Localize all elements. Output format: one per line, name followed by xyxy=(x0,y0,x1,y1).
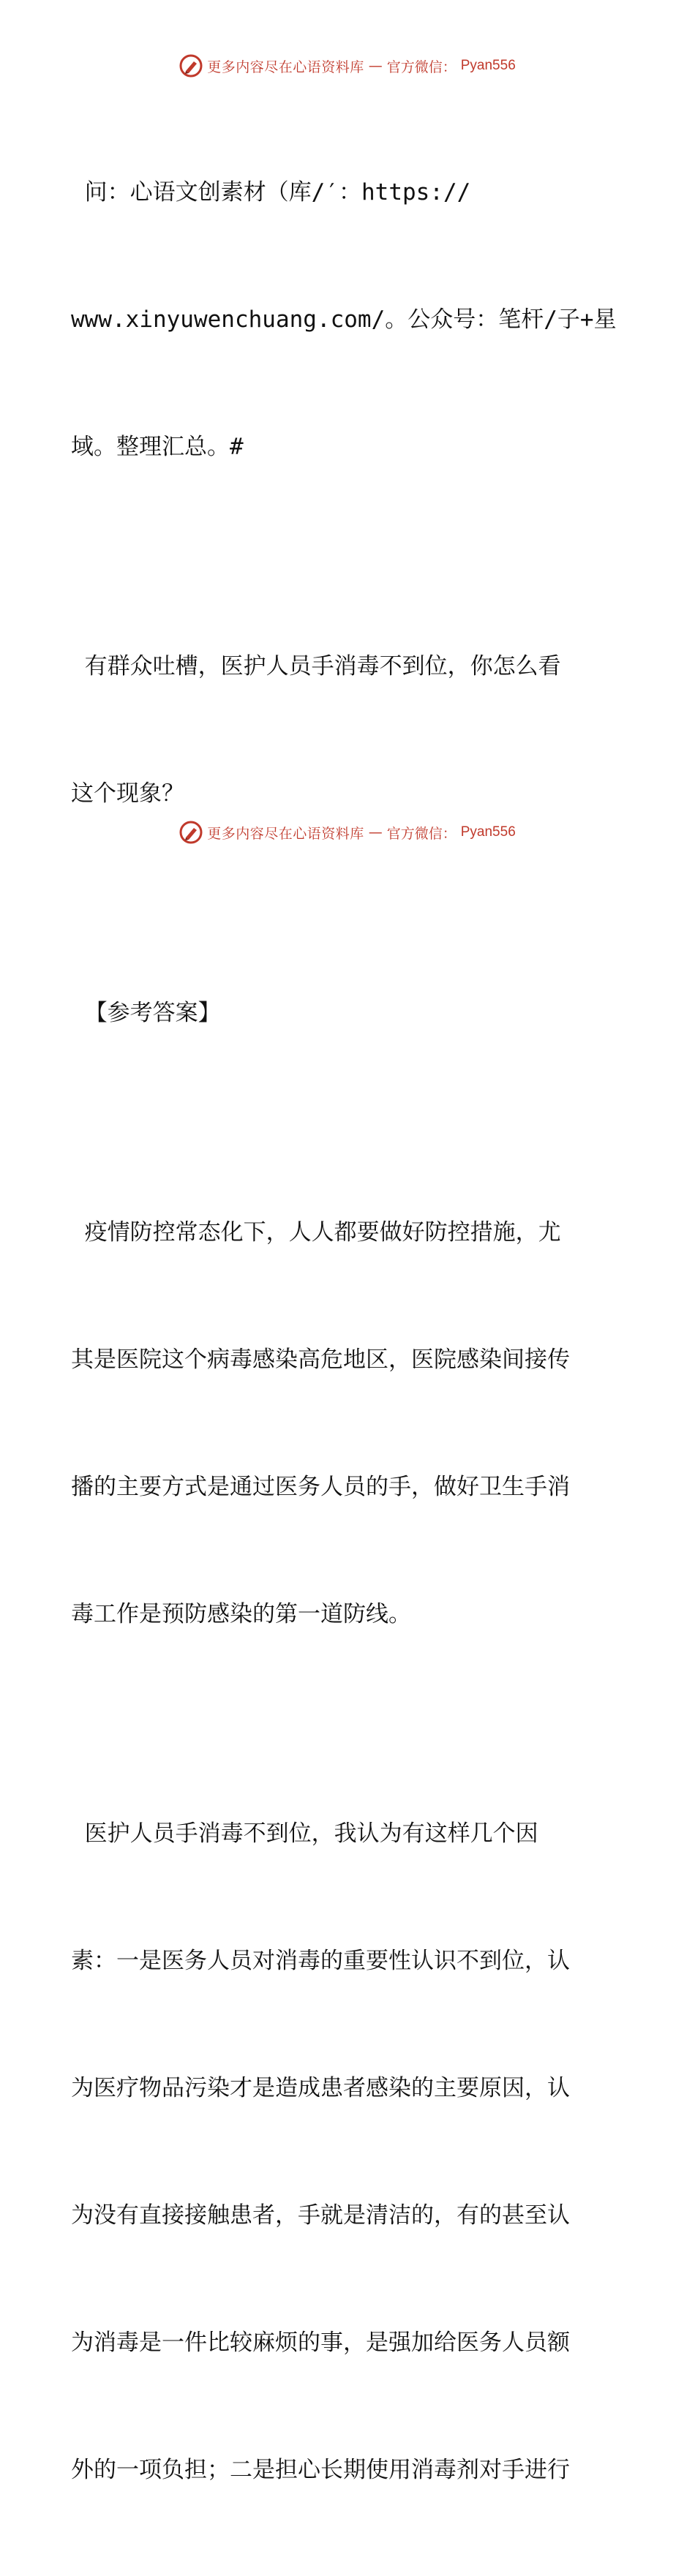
text-line: 素：一是医务人员对消毒的重要性认识不到位，认 xyxy=(71,1948,570,1974)
page-header xyxy=(0,51,695,80)
header-brand-text: 更多内容尽在心语资料库 xyxy=(207,59,364,75)
text-line: 为医疗物品污染才是造成患者感染的主要原因，认 xyxy=(71,2075,570,2101)
text-line: 其是医院这个病毒感染高危地区，医院感染间接传 xyxy=(71,1347,570,1373)
text-line: 外的一项负担；二是担心长期使用消毒剂对手进行 xyxy=(71,2457,570,2483)
text-line: 播的主要方式是通过医务人员的手，做好卫生手消 xyxy=(71,1474,570,1500)
pen-logo-icon xyxy=(179,54,203,78)
answer-heading xyxy=(71,907,627,1119)
answer-paragraph-2 xyxy=(71,1728,627,2576)
header-wechat-id: Pyan556 xyxy=(460,58,516,73)
pen-logo-icon xyxy=(179,821,203,844)
text-line: 域。整理汇总。# xyxy=(71,434,244,460)
text-line: 医护人员手消毒不到位，我认为有这样几个因 xyxy=(71,1820,538,1847)
text-line: 疫情防控常态化下，人人都要做好防控措施，尤 xyxy=(71,1219,561,1246)
question-source-paragraph xyxy=(71,86,627,553)
header-brand xyxy=(179,54,516,78)
text-line: 为没有直接接触患者，手就是清洁的，有的甚至认 xyxy=(71,2202,570,2229)
answer-paragraph-1 xyxy=(71,1126,627,1720)
text-line: 问：心语文创素材（库/′：https:// xyxy=(71,179,471,206)
page-footer xyxy=(0,818,695,847)
footer-wechat-label: 官方微信： xyxy=(386,825,457,842)
text-line: www.xinyuwenchuang.com/。公众号：笔杆/子+星 xyxy=(71,306,617,333)
question-paragraph xyxy=(71,560,627,900)
text-line: 毒工作是预防感染的第一道防线。 xyxy=(71,1601,411,1627)
footer-separator: — xyxy=(368,824,383,840)
header-wechat-label: 官方微信： xyxy=(386,59,457,75)
text-line: 【参考答案】 xyxy=(71,1000,221,1026)
footer-wechat-id: Pyan556 xyxy=(460,824,516,840)
footer-brand xyxy=(179,821,516,844)
text-line: 为消毒是一件比较麻烦的事，是强加给医务人员额 xyxy=(71,2330,570,2356)
header-separator: — xyxy=(368,58,383,74)
document-body xyxy=(71,86,627,2576)
footer-brand-text: 更多内容尽在心语资料库 xyxy=(207,825,364,842)
text-line: 这个现象？ xyxy=(71,780,184,807)
text-line: 有群众吐槽，医护人员手消毒不到位，你怎么看 xyxy=(71,653,561,679)
